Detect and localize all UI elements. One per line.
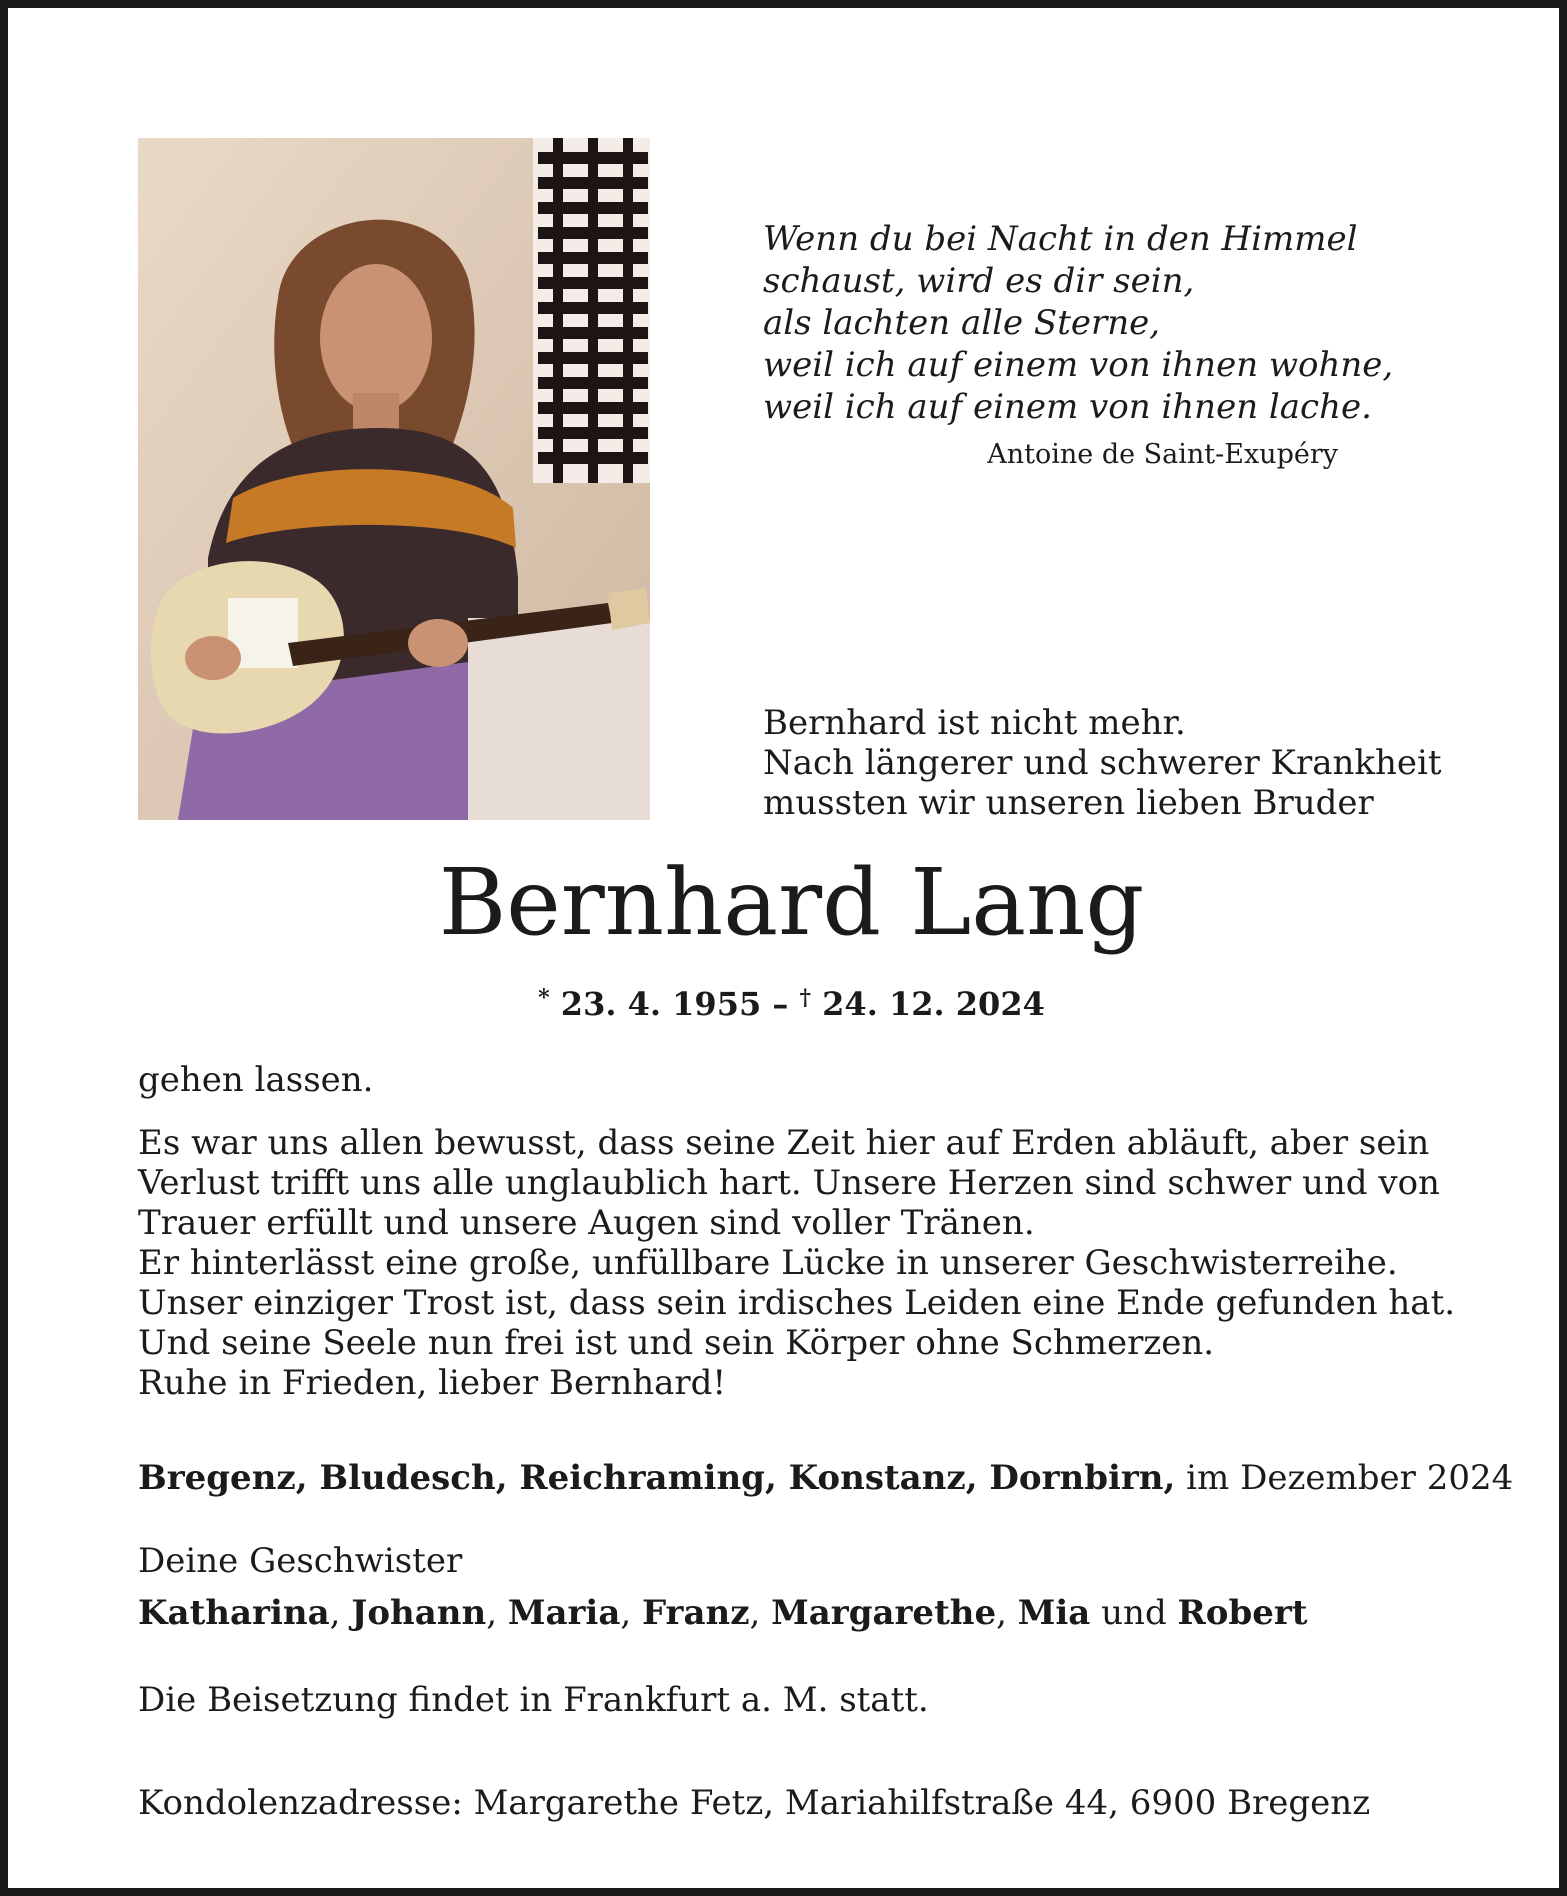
main-text [138, 1123, 1456, 1403]
deceased-name: Bernhard Lang [438, 849, 1145, 956]
sibling-name: Margarethe [771, 1593, 997, 1633]
intro-line: Bernhard ist nicht mehr. [763, 703, 1186, 743]
sibling-name: Robert [1177, 1593, 1308, 1633]
sibling-name: Mia [1017, 1593, 1091, 1633]
quote-line: schaust, wird es dir sein, [763, 261, 1195, 301]
guitarist-portrait-photo-icon [138, 138, 650, 820]
death-date: 24. 12. 2024 [822, 985, 1045, 1023]
birth-symbol: * [538, 985, 550, 1011]
quote-line: weil ich auf einem von ihnen wohne, [763, 345, 1394, 385]
intro-text [763, 703, 1453, 823]
name-comma: , [620, 1593, 642, 1633]
text-line: Ruhe in Frieden, lieber Bernhard! [138, 1363, 727, 1403]
text-line: Er hinterlässt eine große, unfüllbare Lücke in unserer Geschwisterreihe. [138, 1243, 1398, 1283]
places-list: Bregenz, Bludesch, Reichraming, Konstanz, Dornbirn, [138, 1458, 1176, 1498]
portrait-photo [138, 138, 650, 820]
quote-line: weil ich auf einem von ihnen lache. [763, 387, 1372, 427]
quote-line: Wenn du bei Nacht in den Himmel [763, 219, 1358, 259]
birth-date: 23. 4. 1955 [560, 985, 762, 1023]
condolence-address: Kondolenzadresse: Margarethe Fetz, Mariahilfstraße 44, 6900 Bregenz [138, 1783, 1371, 1823]
text-line: Und seine Seele nun frei ist und sein Körper ohne Schmerzen. [138, 1323, 1215, 1363]
death-symbol: † [799, 985, 812, 1011]
siblings-names [138, 1593, 1308, 1633]
date-separator: – [761, 985, 800, 1023]
places-and-date [138, 1458, 1514, 1498]
text-line: Trauer erfüllt und unsere Augen sind voller Tränen. [138, 1203, 1035, 1243]
siblings-label: Deine Geschwister [138, 1541, 463, 1581]
text-line: Unser einziger Trost ist, dass sein irdisches Leiden eine Ende gefunden hat. [138, 1283, 1456, 1323]
quote-author: Antoine de Saint-Exupéry [987, 439, 1338, 470]
text-line: Verlust trifft uns alle unglaublich hart. Unsere Herzen sind schwer und von [138, 1163, 1440, 1203]
quote-line: als lachten alle Sterne, [763, 303, 1161, 343]
sibling-name: Johann [351, 1593, 487, 1633]
sibling-name: Franz [642, 1593, 750, 1633]
intro-line: Nach längerer und schwerer Krankheit [763, 743, 1442, 783]
continuation-text: gehen lassen. [138, 1060, 374, 1100]
life-dates [8, 978, 1567, 1024]
name-comma: , [996, 1593, 1018, 1633]
quote [763, 218, 1394, 428]
burial-info: Die Beisetzung findet in Frankfurt a. M. statt. [138, 1680, 929, 1720]
name-conjunction: und [1090, 1593, 1178, 1633]
sibling-name: Maria [507, 1593, 621, 1633]
text-line: Es war uns allen bewusst, dass seine Zeit hier auf Erden abläuft, aber sein [138, 1123, 1430, 1163]
intro-line: mussten wir unseren lieben Bruder [763, 783, 1374, 823]
sibling-name: Katharina [138, 1593, 330, 1633]
name-comma: , [749, 1593, 772, 1633]
month-year: im Dezember 2024 [1175, 1458, 1514, 1498]
name-comma: , [329, 1593, 352, 1633]
name-comma: , [486, 1593, 508, 1633]
